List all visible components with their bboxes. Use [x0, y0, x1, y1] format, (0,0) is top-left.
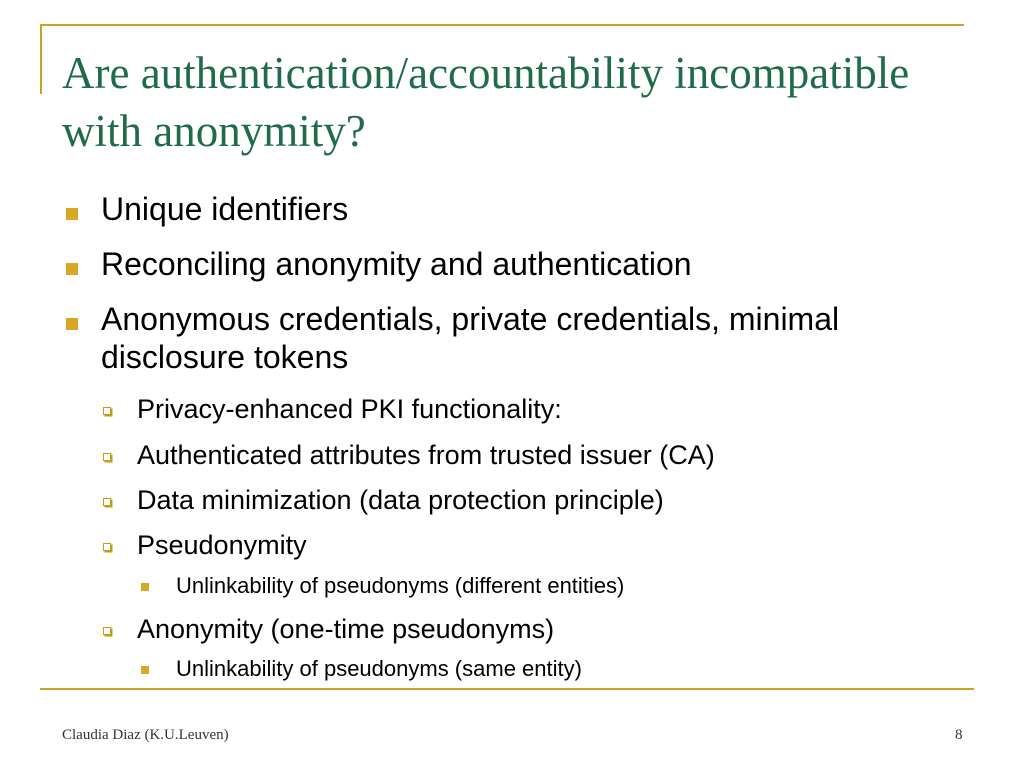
hollow-square-bullet-icon [103, 498, 111, 506]
bullet-text: Unique identifiers [101, 191, 349, 227]
sub-sub-bullet-text: Unlinkability of pseudonyms (same entity) [176, 656, 582, 681]
sub-bullet-text: Privacy-enhanced PKI functionality: [137, 394, 562, 424]
square-bullet-icon [66, 318, 78, 330]
footer-author: Claudia Diaz (K.U.Leuven) [62, 727, 229, 743]
frame-left-line [40, 24, 42, 94]
bullet-text: Anonymous credentials, private credentials, minimal disclosure tokens [101, 301, 840, 375]
square-bullet-icon [66, 208, 78, 220]
bullet-text: Reconciling anonymity and authentication [101, 246, 692, 282]
slide-title: Are authentication/accountability incompatible with anonymity? [62, 48, 910, 156]
sub-bullet-text: Pseudonymity [137, 530, 307, 560]
sub-bullet-text: Authenticated attributes from trusted issuer (CA) [137, 440, 715, 470]
square-bullet-icon [66, 263, 78, 275]
frame-top-line [40, 24, 964, 26]
page-number: 8 [955, 727, 963, 743]
hollow-square-bullet-icon [103, 453, 111, 461]
sub-bullet-text: Anonymity (one-time pseudonyms) [137, 614, 555, 644]
hollow-square-bullet-icon [103, 627, 111, 635]
small-square-bullet-icon [141, 666, 149, 674]
sub-sub-bullet-text: Unlinkability of pseudonyms (different entities) [176, 573, 625, 598]
hollow-square-bullet-icon [103, 407, 111, 415]
footer-divider-line [40, 688, 974, 690]
hollow-square-bullet-icon [103, 543, 111, 551]
sub-bullet-text: Data minimization (data protection principle) [137, 485, 664, 515]
small-square-bullet-icon [141, 583, 149, 591]
